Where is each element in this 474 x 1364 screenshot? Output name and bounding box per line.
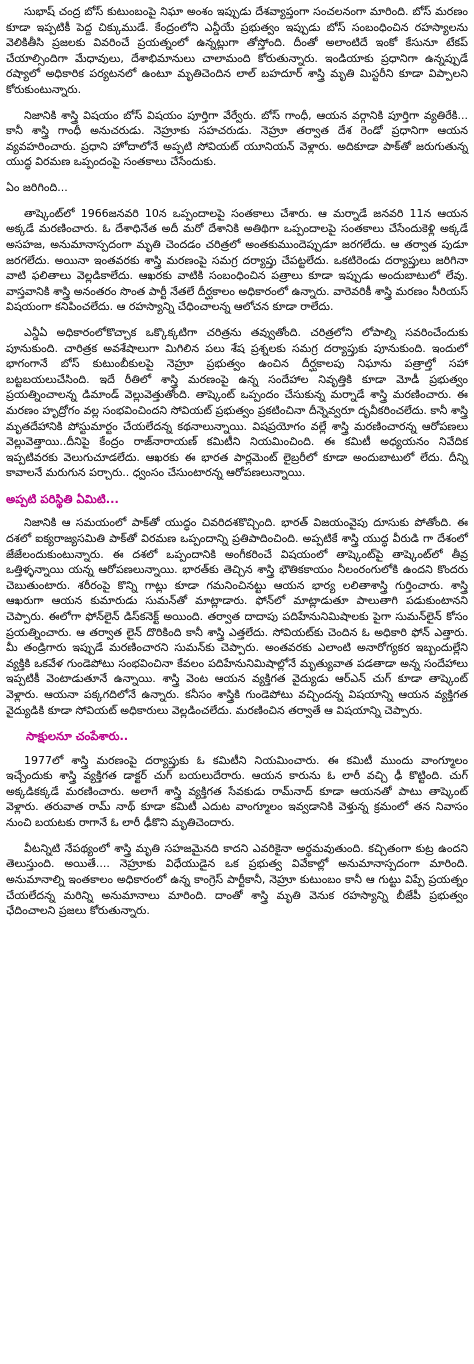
paragraph-intro: సుభాష్ చంద్ర బోస్ కుటుంబంపై నిఘా అంశం ఇప్పుడు దేశవ్యాప్తంగా సంచలనంగా మారింది. బోస్ మరణం కూడా ఇప్పటికీ పెద్ద చిక్కుముడే. కేంద్రంలోని ఎన్డీయే ప్రభుత్వం ఇప్పుడు బోస్ సంబంధించిన రహస్యాలను వెలికితీసి ప్రజలకు వివరించే ప్రయత్నంలో ఉన్నట్లుగా తోస్తోంది. దీంతో అలాంటిదే ఇంకో కేసునూ టేకప్ చేయాల్సిందిగా మేధావులు, దేశాభిమానులు చాలామంది కోరుతున్నారు. ఇండియాకు ప్రధానిగా ఉన్నప్పుడే రష్యాలో అధికారిక పర్యటనలో ఉంటూ మృతిచెందిన లాల్ బహదూర్ శాస్త్రి మృతి మిస్టరీని కూడా విప్పాలని కోరుకుంటున్నారు. [6,5,468,97]
paragraph-witnesses-killed: 1977లో శాస్త్రి మరణంపై దర్యాప్తుకు ఓ కమిటీని నియమించారు. ఈ కమిటీ ముందు వాంగ్మూలం ఇచ్చేందుకు శాస్త్రి వ్యక్తిగత డాక్టర్ చుగ్ బయలుదేరారు. ఆయన కారును ఓ లారీ వచ్చి ఢీ కొట్టింది. చుగ్ అక్కడికక్కడే మరణించారు. అలాగే శాస్త్రి వ్యక్తిగత సేవకుడు రామ్‌నాద్ కూడా ఆయనతో పాటు తాష్కెంట్ వెళ్లారు. తరువాత రామ్ నాథ్ కూడా కమిటీ ఎదుట వాంగ్మూలం ఇవ్వడానికి వెళ్తున్న క్రమంలో తన నివాసం నుంచి బయటకు రాగానే ఓ లారీ ఢీకొని మృతిచెందారు. [6,753,468,830]
paragraph-shastri-vs-bose: నిజానికి శాస్త్రి విషయం బోస్ విషయం పూర్తిగా వేర్వేరు. బోస్ గాంధీ, ఆయన వర్గానికి పూర్తిగా వ్యతిరేకి... కానీ శాస్త్రి గాంధీ అనుచరుడు. నెహ్రూకు సహచరుడు. నెహ్రూ తర్వాత దేశ రెండో ప్రధానిగా ఆయన వ్యవహరించారు. ప్రధాని హోదాలోనే అప్పటి సోవియట్ యూనియన్‌ వెళ్లారు. అదికూడా పాక్‌తో జరుగుతున్న యుద్ధ విరమణ ఒప్పందంపై సంతకాలు చేసేందుకు. [6,108,468,169]
paragraph-war-situation: నిజానికి ఆ సమయంలో పాక్‌తో యుద్ధం చివరిదశకొచ్చింది. భారత్ విజయంవైపు దూసుకు పోతోంది. ఈ దశలో ఐక్యరాజ్యసమితి పాక్‌తో విరమణ ఒప్పందాన్ని ప్రతిపాదించింది. అప్పటికే శాస్త్రి యుద్ధ వీరుడి గా దేశంలో జేజేలందుకుంటున్నారు. ఈ దశలో ఒప్పందానికి అంగీకరించే విషయంలో తాష్కెంట్‌పై తాష్కెంట్‌లో తీవ్ర ఒత్తిళ్ళన్నాయి యన్న ఆరోపణలున్నాయి. భారత్‌కు తెచ్చిన శాస్త్రి భౌతికకాయం నీలంరంగులోకి ఉందని కొందరు చెబుతుంటారు. శరీరంపై కొన్ని గాట్లు కూడా గమనించినట్టు ఆయన భార్య లలితాశాస్త్రి గుర్తించారు. శాస్త్రి ఆఖరుగా ఆయన కుమారుడు సుమన్‌తో మాట్లాడారు. ఫోన్‌లో మాట్లాడుతూ పాలుతాగి పడుకుంటానని చెప్పారు. ఈలోగా ఫోన్‌లైన్ డిస్‌కనెక్ట్ అయింది. తర్వాత దాదాపు పదిహేనునిమిషాలకు పైగా సుమన్‌లైన్ కోసం ప్రయత్నించారు. ఆ తర్వాత లైన్ దొరికింది కానీ శాస్త్రి ఎత్తలేదు. సోవియట్‌కు చెందిన ఓ అధికారి ఫోన్ ఎత్తారు. మీ తండ్రిగారు ఇప్పుడే మరణించారని సుమన్‌కు చెప్పారు. అంతవరకు ఎలాంటి అనారోగ్యకర ఇబ్బందుల్లేని వ్యక్తికి ఒకవేళ గుండెపోటు సంభవించినా కేవలం పదిహేనునిమిషాల్లోనే మృత్యువాత పడతాడా అన్న సందేహాలు ఇప్పటికీ వెంటాడుతూనే ఉన్నాయి. శాస్త్రి వెంట ఆయన వ్యక్తిగత వైద్యుడు ఆర్‌ఎన్ చుగ్ కూడా తాష్కెంట్ వెళ్లారు. ఆయనా పక్కగదిలోనే ఉన్నారు. కనీసం శాస్త్రికి గుండెపోటు వచ్చిందన్న విషయాన్ని ఆయన వ్యక్తిగత వైద్యుడికి కూడా సోవియట్ అధికారులు వెల్లడించలేదు. మరణించిన తర్వాతే ఆ విషయాన్ని చెప్పారు. [6,516,468,717]
section-heading-witnesses: సాక్షులనూ చంపేశారు.. [26,729,129,744]
paragraph-conclusion: వీటన్నిటి నేపథ్యంలో శాస్త్రి మృతి సహజమైనది కాదని ఎవరికైనా అర్థమవుతుంది. కచ్చితంగా కుట్ర ఉందని తెలుస్తుంది. అయితే.... నెహ్రూకు విధేయుడైన ఒక ప్రభుత్వ వివేకాల్లో అనుమానాస్పదంగా మారింది. అనుమానాల్ని ఇంతకాలం అధికారంలో ఉన్న కాంగ్రెస్ పార్టీకానీ, నెహ్రూ కుటుంబం కానీ ఆ గుట్టు విప్పే ప్రయత్నం చేయలేదన్న మరిన్ని అనుమానాలు మారింది. దాంతో శాస్త్రి మృతి వెనుక రహస్యాన్ని బీజేపీ ప్రభుత్వం ఛేదించాలని ప్రజలు కోరుతున్నారు. [6,841,468,918]
section-heading-situation: అప్పటి పరిస్థితి ఏమిటి... [6,492,119,507]
paragraph-nda-investigation: ఎన్డీఏ అధికారంలోకొచ్చాక ఒక్కొక్కటిగా చరిత్రను తవ్వుతోంది. చరిత్రలోని లోపాల్ని సవరించేందుకు పూనుకుంది. చారిత్రక అవశేషాలుగా మిగిలిన పలు శేష ప్రశ్నలకు సమగ్ర దర్యాప్తుకు పూనుకుంది. ఇందులో భాగంగానే బోస్ కుటుంబీకులపై నెహ్రూ ప్రభుత్వం ఉంచిన దీర్ఘకాలపు నిఘాను పత్రాల్తో సహా బట్టబయలుచేసింది. ఇదే రీతిలో శాస్త్రి మరణంపై ఉన్న సందేహాల నివృత్తికి కూడా మోడీ ప్రభుత్వం ప్రయత్నించాలన్న డిమాండ్ వెల్లువెత్తుతోంది. తాష్కెంట్ ఒప్పందం చేసుకున్న మర్నాడే శాస్త్రి మరణించారు. ఈ మరణం హృద్రోగం వల్ల సంభవించిందని సోవియట్ ప్రభుత్వం ప్రకటించినా దీన్నెవ్వరూ దృవీకరించలేదు. కానీ శాస్త్రి మృతదేహానికి పోస్టుమార్టం చేయలేదన్న కథనాలున్నాయి. విషప్రయోగం వల్లే శాస్త్రి మరణించారన్న ఆరోపణలు వెల్లువెత్తాయి..దీనిపై కేంద్రం రాజ్‌నారాయణ్ కమిటీని నియమించింది. ఈ కమిటీ అధ్యయనం నివేదిక ఇప్పటివరకు వెలుగుచూడలేదు. ఆఖరకు ఈ భారత పార్లమెంట్ లైబ్రరీలో కూడా అందుబాటులో లేదు. దీన్ని కావాలనే మరుగున పర్చారు.. ధ్వంసం చేసుంటారన్న ఆరోపణలున్నాయి. [6,325,468,480]
subheading-what-happened: ఏం జరిగింది... [6,181,68,195]
paragraph-tashkent-death: తాష్కెంట్‌లో 1966జనవరి 10న ఒప్పందాలపై సంతకాలు చేశారు. ఆ మర్నాడే జనవరి 11న ఆయన అక్కడే మరణించారు. ఓ దేశాధినేత అదీ మరో దేశానికి అతిథిగా ఒప్పందాలపై సంతకాలు చేసేందుకెళ్లి అక్కడే అసహజ, అనుమానాస్పదంగా మృతి చెందడం చరిత్రలో అంతకుముందెప్పుడూ జరగలేదు. ఆ తర్వాత పుడూ జరగలేదు. అయినా ఇంతవరకు శాస్త్రి మరణంపై సమగ్ర దర్యాప్తు చేపట్టలేదు. ఒకటిరెండు దర్యాప్తులు జరిగినా వాటి ఫలితాలు వెల్లడికాలేదు. ఆఖరకు వాటికి సంబంధించిన పత్రాలు కూడా ఇప్పుడు అందుబాటులో లేవు. వాస్తవానికి శాస్త్రి అనంతరం సొంత పార్టీ నేతలే దీర్ఘకాలం అధికారంలో ఉన్నారు. వారెవరికీ శాస్త్రి మరణం సీరియస్ విషయంగా కనిపించలేదు. ఆ రహస్యాన్ని చేధించాలన్న ఆలోచన కూడా రాలేదు. [6,206,468,314]
